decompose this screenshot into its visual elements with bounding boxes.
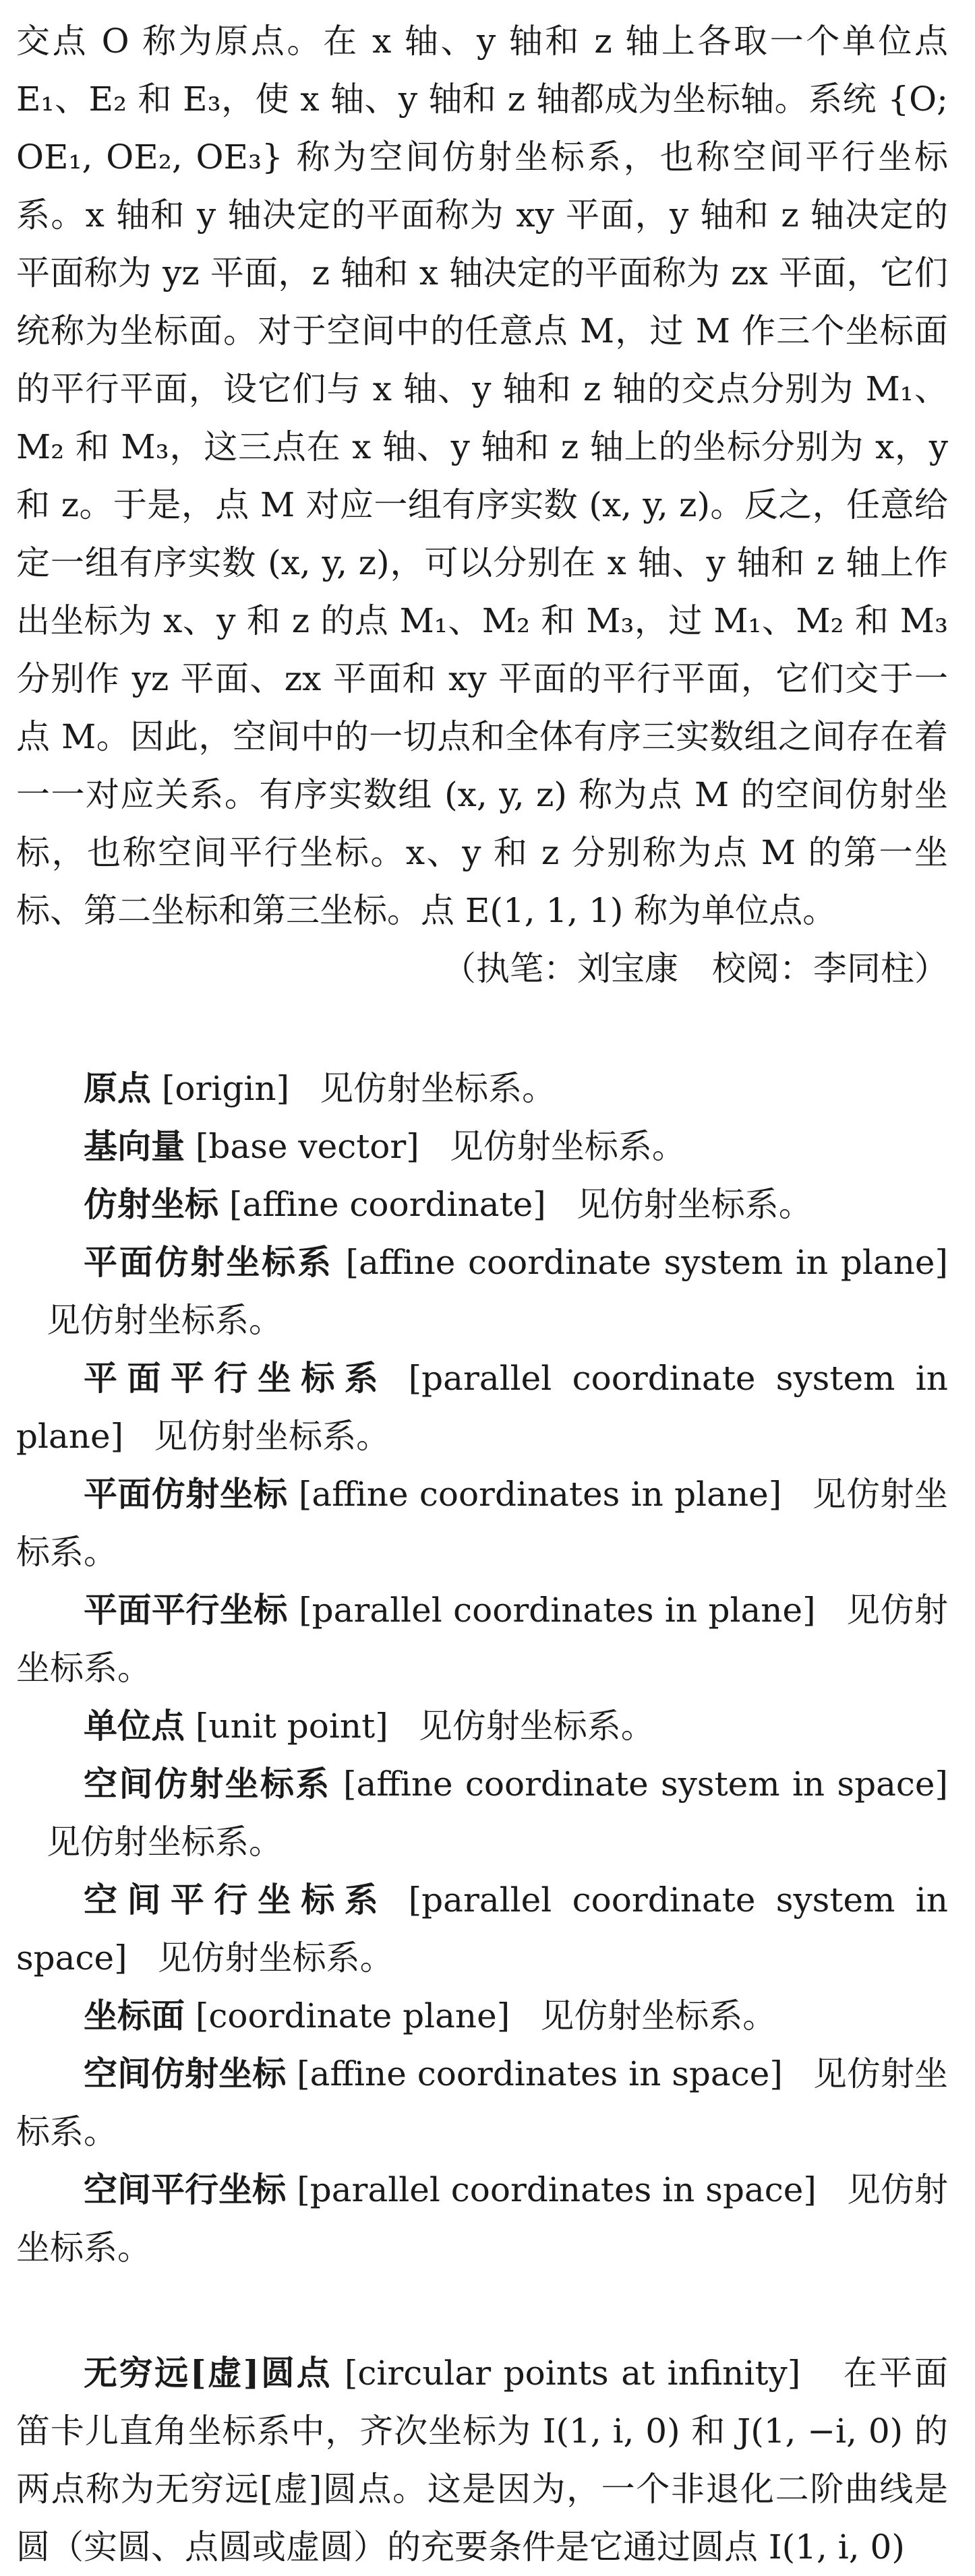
entry-see-reference: 见仿射坐标系。 (16, 2054, 948, 2151)
entry-english: [affine coordinate system in plane] (345, 1243, 948, 1282)
entry-see-reference: 见仿射坐标系。 (320, 1069, 556, 1108)
entry-item (16, 1987, 948, 2045)
entry-term: 空间仿射坐标 (84, 2054, 287, 2093)
entry-item (16, 1581, 948, 1697)
final-entry-body: 在平面笛卡儿直角坐标系中，齐次坐标为 I(1, i, 0) 和 J(1, −i, 0) 的两点称为无穷远[虚]圆点。这是因为，一个非退化二阶曲线是圆（实圆、点圆或虚圆）的充要条件是它通过圆点 I(1, i, 0) (16, 2354, 948, 2567)
entry-see-reference: 见仿射坐标系。 (576, 1185, 812, 1224)
entry-item (16, 1871, 948, 1987)
entry-term: 空间仿射坐标系 (84, 1764, 331, 1804)
entry-see-reference: 见仿射坐标系。 (16, 2170, 949, 2267)
entry-english: [parallel coordinates in plane] (299, 1591, 816, 1630)
entry-term: 单位点 (84, 1706, 185, 1746)
entry-see-reference: 见仿射坐标系。 (449, 1127, 686, 1166)
entry-item (16, 2161, 948, 2277)
entry-english: [parallel coordinate system in plane] (16, 1359, 948, 1456)
entry-item (16, 1697, 948, 1755)
entry-see-reference: 见仿射坐标系。 (540, 1996, 777, 2035)
entry-english: [coordinate plane] (195, 1996, 510, 2035)
entry-term: 原点 (84, 1068, 151, 1108)
section-gap (16, 2277, 948, 2344)
entry-item (16, 1117, 948, 1175)
entry-english: [affine coordinate] (229, 1185, 546, 1224)
entry-item (16, 1175, 948, 1233)
entry-see-reference: 见仿射坐标系。 (157, 1938, 394, 1977)
entry-term: 基向量 (84, 1126, 185, 1166)
entry-term: 仿射坐标 (84, 1184, 218, 1224)
section-gap (16, 998, 948, 1060)
entry-english: [parallel coordinates in space] (297, 2170, 817, 2209)
entry-item (16, 1349, 948, 1465)
entry-english: [affine coordinates in space] (297, 2054, 783, 2093)
entry-english: [origin] (161, 1069, 290, 1108)
final-entry (16, 2344, 948, 2576)
final-entry-term: 无穷远[虚]圆点 (84, 2353, 332, 2393)
entry-see-reference: 见仿射坐标系。 (47, 1822, 283, 1862)
entry-item (16, 2045, 948, 2161)
entry-see-reference: 见仿射坐标系。 (16, 1591, 948, 1688)
entry-see-reference: 见仿射坐标系。 (47, 1301, 283, 1340)
entry-item (16, 1060, 948, 1117)
entry-list (16, 1060, 948, 2277)
entry-term: 坐标面 (84, 1996, 185, 2035)
entry-english: [affine coordinate system in space] (343, 1765, 948, 1804)
entry-term: 平面仿射坐标 (84, 1474, 288, 1514)
entry-item (16, 1233, 948, 1349)
credit-line: （执笔：刘宝康 校阅：李同柱） (442, 949, 948, 988)
entry-item (16, 1465, 948, 1581)
entry-term: 平面平行坐标系 (84, 1358, 388, 1398)
entry-english: [parallel coordinate system in space] (16, 1880, 948, 1977)
entry-see-reference: 见仿射坐标系。 (154, 1417, 390, 1456)
intro-paragraph: 交点 O 称为原点。在 x 轴、y 轴和 z 轴上各取一个单位点 E₁、E₂ 和 E₃，使 x 轴、y 轴和 z 轴都成为坐标轴。系统 {O; OE₁, OE₂, OE₃} 称为空间仿射坐标系，也称空间平行坐标系。x 轴和 y 轴决定的平面称为 xy 平面，y 轴和 z 轴决定的平面称为 yz 平面，z 轴和 x 轴决定的平面称为 zx 平面，它们统称为坐标面。对于空间中的任意点 M，过 M 作三个坐标面的平行平面，设它们与 x 轴、y 轴和 z 轴的交点分别为 M₁、M₂ 和 M₃，这三点在 x 轴、y 轴和 z 轴上的坐标分别为 x，y 和 z。于是，点 M 对应一组有序实数 (x, y, z)。反之，任意给定一组有序实数 (x, y, z)，可以分别在 x 轴、y 轴和 z 轴上作出坐标为 x、y 和 z 的点 M₁、M₂ 和 M₃，过 M₁、M₂ 和 M₃ 分别作 yz 平面、zx 平面和 xy 平面的平行平面，它们交于一点 M。因此，空间中的一切点和全体有序三实数组之间存在着一一对应关系。有序实数组 (x, y, z) 称为点 M 的空间仿射坐标，也称空间平行坐标。x、y 和 z 分别称为点 M 的第一坐标、第二坐标和第三坐标。点 E(1, 1, 1) 称为单位点。 (16, 22, 948, 930)
entry-see-reference: 见仿射坐标系。 (418, 1707, 655, 1746)
entry-term: 平面平行坐标 (84, 1590, 288, 1630)
entry-english: [unit point] (195, 1707, 388, 1746)
entry-term: 平面仿射坐标系 (84, 1242, 333, 1282)
final-entry-english: [circular points at infinity] (344, 2354, 801, 2393)
entry-term: 空间平行坐标系 (84, 1880, 388, 1920)
entry-english: [base vector] (195, 1127, 419, 1166)
entry-item (16, 1755, 948, 1871)
entry-english: [affine coordinates in plane] (298, 1475, 782, 1514)
entry-see-reference: 见仿射坐标系。 (16, 1475, 948, 1572)
entry-term: 空间平行坐标 (84, 2170, 287, 2209)
